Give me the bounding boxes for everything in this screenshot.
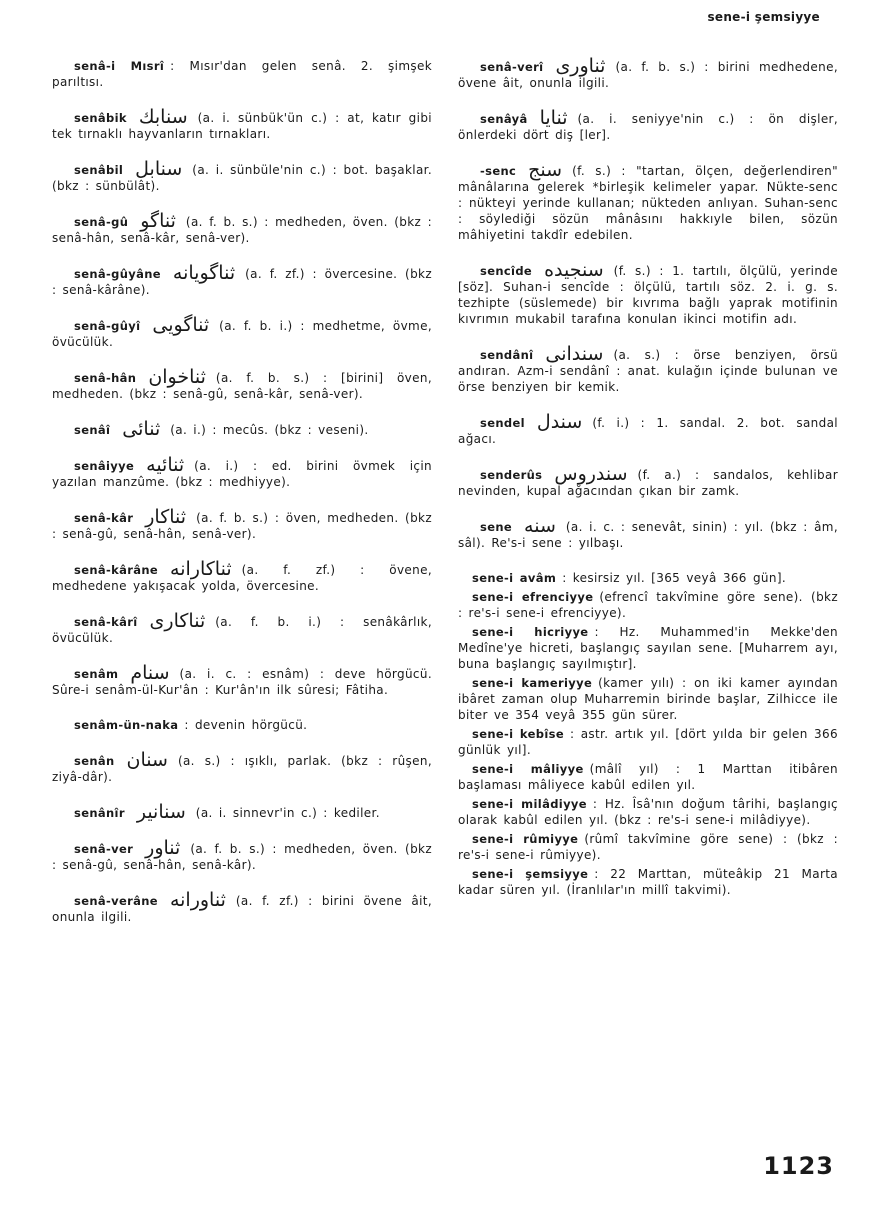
entry-headword: sene-i kameriyye [472,676,593,690]
entry-definition: (f. s.) : "tartan, ölçen, değerlendiren" mânâlarına gelerek *birleşik kelimeler yapar. Nükte-senc : nükteyi yerinde kullanan; nükteden anlıyan. Suhan-senc : söylediği sözün mânâsını hakkıyle bilen, sözün mâhiyetini takdîr edebilen. [458,164,838,242]
entry-definition: (a. s.) : ışıklı, parlak. (bkz : rûşen, ziyâ-dâr). [52,754,432,784]
entry-definition: : 22 Marttan, müteâkip 21 Marta kadar süren yıl. (İranlılar'ın millî takvimi). [458,867,838,897]
entry-headword: senâ-gû [74,215,129,229]
entry-arabic-script: سنان [126,749,168,771]
dictionary-entry [458,796,838,828]
entry-arabic-script: سندل [536,411,583,433]
dictionary-entry [52,717,432,733]
dictionary-entry [458,343,838,395]
entry-headword: senâ-gûyî [74,319,141,333]
entry-arabic-script: ثناگو [140,210,176,232]
entry-headword: senâ-kârâne [74,563,159,577]
entry-arabic-script: سنام [130,662,170,684]
entry-arabic-script: ثناکار [145,506,187,528]
entry-definition: (a. i. sinnevr'in c.) : kediler. [195,806,380,820]
dictionary-entry [52,558,432,594]
entry-definition: (a. f. b. i.) : medhetme, övme, övücülük. [52,319,432,349]
entry-headword: sene-i rûmiyye [472,832,579,846]
dictionary-entry [52,210,432,246]
entry-arabic-script: ثناور [145,837,181,859]
entry-definition: (a. f. b. s.) : öven, medheden. (bkz : senâ-gû, senâ-hân, senâ-ver). [52,511,432,541]
dictionary-entry [52,418,432,440]
entry-headword: senderûs [480,468,543,482]
dictionary-entry [52,801,432,823]
dictionary-entry [458,866,838,898]
entry-arabic-script: ثناکارانه [170,558,232,580]
entry-headword: senâ-verâne [74,894,158,908]
entry-headword: sene-i avâm [472,571,557,585]
entry-headword: sene-i kebîse [472,727,564,741]
entry-headword: senâm [74,667,119,681]
entry-definition: (a. f. zf.) : övercesine. (bkz : senâ-kârâne). [52,267,432,297]
entry-definition: (a. f. b. s.) : birini medhedene, övene âit, onunla ilgili. [458,60,838,90]
entry-headword: senâ-kâr [74,511,134,525]
running-head: sene-i şemsiyye [707,10,820,24]
entry-headword: senâ-verî [480,60,544,74]
entry-arabic-script: ثنائیه [146,454,185,476]
dictionary-entry [458,107,838,143]
entry-headword: senâ-kârî [74,615,138,629]
dictionary-entry [458,55,838,91]
entry-definition: (f. a.) : sandalos, kehlibar nevinden, kupal ağacından çıkan bir zamk. [458,468,838,498]
entry-definition: : astr. artık yıl. [dört yılda bir gelen 366 günlük yıl]. [458,727,839,757]
entry-arabic-script: ثناخوان [148,366,206,388]
entry-arabic-script: ثناورانه [169,889,226,911]
entry-headword: senâbik [74,111,127,125]
entry-definition: (f. i.) : 1. sandal. 2. bot. sandal ağacı. [458,416,838,446]
entry-headword: senân [74,754,115,768]
entry-definition: (a. i. seniyye'nin c.) : ön dişler, önlerdeki dört diş [ler]. [458,112,838,142]
entry-headword: -senc [480,164,517,178]
dictionary-entry [458,761,838,793]
right-column [458,55,839,901]
dictionary-entry [458,624,838,672]
entry-arabic-script: سنجیده [544,259,604,281]
entry-definition: (a. f. b. s.) : medheden, öven. (bkz : senâ-hân, senâ-kâr, senâ-ver). [52,215,432,245]
left-column [52,58,432,944]
dictionary-entry [52,454,432,490]
dictionary-entry [52,314,432,350]
dictionary-entry [52,889,432,925]
entry-definition: (a. s.) : örse benziyen, örsü andıran. Azm-i sendânî : anat. kulağın içinde bulunan ve örse benziyen bir kemik. [458,348,838,394]
entry-definition: (a. f. zf.) : birini övene âit, onunla ilgili. [52,894,432,924]
entry-arabic-script: ثناگویانه [172,262,236,284]
entry-arabic-script: سنه [524,515,556,537]
entry-definition: (efrencî takvîmine göre sene). (bkz : re's-i sene-i efrenciyye). [458,590,838,620]
entry-definition: : Hz. Îsâ'nın doğum târihi, başlangıç olarak kabûl edilen yıl. (bkz : re's-i sene-i milâdiyye). [458,797,838,827]
dictionary-entry [458,411,838,447]
entry-arabic-script: سندانی [545,343,604,365]
entry-arabic-script: سنج [528,159,563,181]
dictionary-entry [52,158,432,194]
dictionary-entry [52,662,432,698]
dictionary-entry [52,837,432,873]
entry-arabic-script: ثنائی [122,418,161,440]
entry-definition: (a. i.) : ed. birini övmek için yazılan manzûme. (bkz : medhiyye). [52,459,432,489]
dictionary-entry [52,749,432,785]
entry-definition: (a. i. sünbüle'nin c.) : bot. başaklar. (bkz : sünbülât). [52,163,432,193]
dictionary-entry [52,506,432,542]
dictionary-entry [458,159,838,243]
entry-definition: (f. s.) : 1. tartılı, ölçülü, yerinde [söz]. Suhan-i sencîde : ölçülü, tartılı söz. 2. i. g. s. tezhipte (süslemede) bir kıvrıma bağlı yaprak motifinin kıvrımın mukabil tarafına konulan ikinci motifin adı. [458,264,838,326]
entry-headword: sendânî [480,348,534,362]
entry-arabic-script: ثناگویی [152,314,210,336]
entry-headword: senâî [74,423,111,437]
entry-definition: (rûmî takvîmine göre sene) : (bkz : re's-i sene-i rûmiyye). [458,832,838,862]
entry-headword: senâ-gûyâne [74,267,161,281]
entry-headword: senâ-hân [74,371,137,385]
entry-headword: sene-i milâdiyye [472,797,587,811]
dictionary-entry [458,570,838,586]
entry-headword: sene-i mâliyye [472,762,584,776]
dictionary-entry [458,259,838,327]
dictionary-entry [52,366,432,402]
dictionary-entry [52,106,432,142]
dictionary-entry [458,726,838,758]
entry-definition: (a. f. zf.) : övene, medhedene yakışacak yolda, övercesine. [52,563,432,593]
entry-headword: senâiyye [74,459,135,473]
entry-headword: sencîde [480,264,533,278]
entry-headword: sene-i şemsiyye [472,867,589,881]
entry-definition: : Mısır'dan gelen senâ. 2. şimşek parıltısı. [52,59,432,89]
entry-definition: (a. i. c. : senevât, sinin) : yıl. (bkz : âm, sâl). Re's-i sene : yılbaşı. [458,520,838,550]
dictionary-entry [458,831,838,863]
entry-definition: (a. f. b. s.) : [birini] öven, medheden. (bkz : senâ-gû, senâ-kâr, senâ-ver). [52,371,432,401]
dictionary-entry [458,589,838,621]
dictionary-entry [458,675,838,723]
dictionary-entry [52,58,432,90]
entry-definition: (a. i.) : mecûs. (bkz : veseni). [170,423,369,437]
entry-definition: (a. f. b. i.) : senâkârlık, övücülük. [52,615,432,645]
entry-headword: senâ-ver [74,842,134,856]
entry-headword: sendel [480,416,525,430]
entry-definition: (kamer yılı) : on iki kamer ayından ibâret zaman olup Muharremin birinde başlar, Zilhicce ile biter ve 354 veyâ 355 gün sürer. [458,676,838,722]
entry-arabic-script: ثناوری [555,55,606,77]
entry-definition: (mâlî yıl) : 1 Marttan itibâren başlaması mâliyece kabûl edilen yıl. [458,762,838,792]
entry-definition: (a. f. b. s.) : medheden, öven. (bkz : senâ-gû, senâ-hân, senâ-kâr). [52,842,432,872]
entry-definition: (a. i. sünbük'ün c.) : at, katır gibi tek tırnaklı hayvanların tırnakları. [52,111,432,141]
entry-definition: (a. i. c. : esnâm) : deve hörgücü. Sûre-i senâm-ül-Kur'ân : Kur'ân'ın ilk sûresi; Fâtiha. [52,667,432,697]
entry-arabic-script: ثنایا [539,107,568,129]
dictionary-entry [458,515,838,551]
entry-headword: senânîr [74,806,125,820]
entry-headword: sene-i hicriyye [472,625,589,639]
entry-arabic-script: سنابك [138,106,188,128]
dictionary-entry [52,610,432,646]
entry-headword: sene-i efrenciyye [472,590,594,604]
dictionary-entry [458,463,838,499]
entry-definition: : devenin hörgücü. [184,718,308,732]
entry-definition: : Hz. Muhammed'in Mekke'den Medîne'ye hicreti, başlangıç sayılan sene. [Muharrem ayı, buna başlangıç sayılmıştır]. [458,625,838,671]
entry-headword: senâm-ün-naka [74,718,179,732]
page-number: 1123 [763,1152,834,1180]
entry-headword: sene [480,520,513,534]
entry-headword: senâbil [74,163,124,177]
entry-arabic-script: ثناکاری [149,610,206,632]
entry-arabic-script: سنابل [135,158,183,180]
entry-headword: senâ-i Mısrî [74,59,165,73]
entry-arabic-script: سنانیر [136,801,186,823]
entry-arabic-script: سندروس [554,463,628,485]
entry-headword: senâyâ [480,112,528,126]
dictionary-entry [52,262,432,298]
entry-definition: : kesirsiz yıl. [365 veyâ 366 gün]. [562,571,787,585]
